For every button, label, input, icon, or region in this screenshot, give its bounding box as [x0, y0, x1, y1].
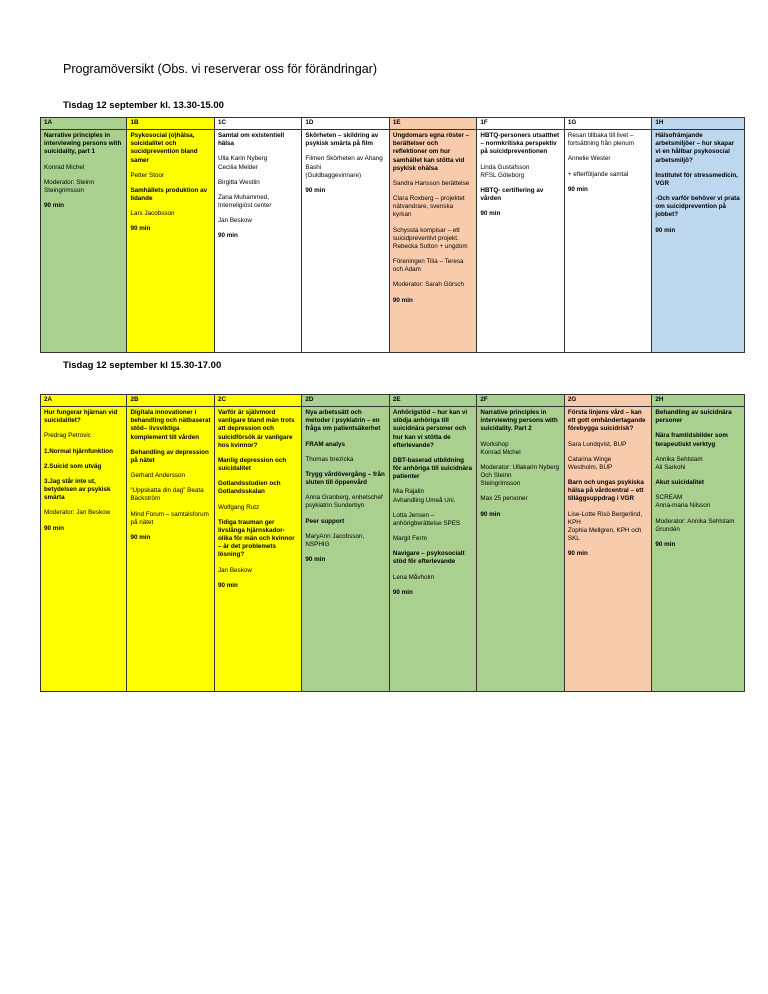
session1-table — [40, 117, 745, 353]
column-id-1e: 1E — [389, 118, 476, 130]
session1-heading: Tisdag 12 september kl. 13.30-15.00 — [63, 100, 224, 111]
session-item: Workshop Konrad Michel — [480, 440, 521, 456]
session-cell-2e — [389, 407, 476, 692]
column-id-2a: 2A — [41, 395, 127, 407]
session-item: Hälsofrämjande arbetsmiljöer – hur skapar vi en hållbar psykosocial arbetsmiljö? — [655, 132, 735, 164]
session-item: SCREAM Anna-maria Nilsson — [655, 494, 711, 510]
session-cell-1e — [389, 130, 476, 353]
session-item: Sara Lundqvist, BUP — [567, 440, 627, 448]
session-item: Gotlandsstudien och Gotlandsskalan — [217, 480, 281, 496]
column-id-1g: 1G — [564, 118, 651, 130]
session-item: Annelie Wester — [567, 155, 611, 163]
session-item: Moderator: Ullakarin Nyberg Och Steinn Steingrimsson — [480, 463, 560, 488]
session-item: Jan Beskow — [217, 566, 252, 574]
session-item: 90 min — [305, 556, 326, 564]
session-item: Mia Rajalin Avhandling Umeå Uni. — [392, 488, 456, 504]
session-item: Varför är självmord vanligare bland män trots att depression och suicidförsök är vanligare hos kvinnor? — [217, 409, 295, 449]
session-item: Moderator: Sarah Görsch — [392, 281, 464, 289]
session-item: Psykosocial (o)hälsa, suicidalitet och sucidprevention bland samer — [130, 132, 198, 164]
session-item: Lotta Jensen – anhörigberättelse SPES — [392, 511, 461, 527]
session-item: 90 min — [44, 524, 64, 532]
session-item: Catarina Winge Westholm, BUP — [567, 455, 613, 471]
session-item: Birgitta Westlin — [217, 178, 260, 186]
session-item: 90 min — [567, 185, 588, 193]
session-cell-2d — [302, 407, 389, 692]
session-item: Annika Sehlstam Ali Sarkohi — [655, 455, 703, 471]
session-item: Jan Beskow — [217, 217, 252, 225]
session-item: Navigare – psykosocialt stöd för efterlevande — [392, 550, 465, 566]
column-id-1b: 1B — [127, 118, 214, 130]
session-item: 90 min — [392, 588, 413, 596]
session-item: Mind Forum – samtalsforum på nätet — [130, 510, 209, 526]
session-item: Föreningen Tilia – Teresa och Adam — [392, 258, 464, 274]
session-item: 90 min — [567, 550, 588, 558]
session-item: Predrag Petrovic — [44, 432, 91, 440]
session-item: Margit Ferm — [392, 535, 427, 543]
session-cell-1f — [477, 130, 564, 353]
session-item: 90 min — [655, 540, 676, 548]
session-item: 90 min — [480, 510, 501, 518]
session-cell-2b — [127, 407, 214, 692]
session-item: 90 min — [480, 210, 501, 218]
session-cell-2c — [214, 407, 301, 692]
session-item: Filmen Skörheten av Ahang Bashi (Guldbaggevinnare) — [305, 155, 383, 179]
session-item: 90 min — [655, 226, 676, 234]
session-cell-1d — [302, 130, 389, 353]
session-item: Wolfgang Rutz — [217, 503, 260, 511]
session-item: Narrative principles in interviewing persons with suicidality, part 1 — [44, 132, 122, 156]
session-item: Behandling av depression på nätet — [130, 448, 209, 464]
session-item: 90 min — [217, 581, 238, 589]
session-item: Skörheten – skildring av psykisk smärta på film — [305, 132, 379, 148]
session-item: Hur fungerar hjärnan vid suicidalitet? — [44, 409, 118, 425]
session-item: Anna Granberg, enhetschef psykiatrin Sunderbyn — [305, 494, 383, 510]
session-item: 1.Normal hjärnfunktion — [44, 447, 113, 455]
session-cell-2f — [477, 407, 564, 692]
session-item: Lise-Lotte Risö Bergerlind, KPH Zophia Mellgren, KPH och SKL — [567, 510, 643, 543]
session-item: Behandling av suicidnära personer — [655, 409, 732, 425]
column-id-1f: 1F — [477, 118, 564, 130]
session-item: 90 min — [305, 186, 326, 194]
session-item: 3.Jag står inte ut, betydelsen av psykisk smärta — [44, 477, 111, 502]
session-item: Institutet för stressmedicin, VGR — [655, 171, 738, 187]
column-id-2g: 2G — [564, 395, 651, 407]
session-cell-2a — [41, 407, 127, 692]
session-item: DBT-baserad utbildning för anhöriga till suicidnära patienter — [392, 456, 472, 481]
session-item: MaryAnn Jacobsson, NSPHIG — [305, 532, 365, 548]
session-item: FRAM analys — [305, 440, 345, 448]
session-cell-1h — [652, 130, 745, 353]
column-id-1a: 1A — [41, 118, 127, 130]
column-id-1h: 1H — [652, 118, 745, 130]
session-item: Schyssta kompisar – ett suicidpreventivt projekt. Rebecka Sutton + ungdom — [392, 226, 468, 250]
column-id-1d: 1D — [302, 118, 389, 130]
session-item: Konrad Michel — [44, 163, 85, 171]
session-item: Clara Roxberg – projektet nätvandrare, svenska kyrkan — [392, 195, 465, 219]
session-item: Samhällets produktion av lidande — [130, 186, 208, 203]
session-item: Lena Måvholm — [392, 573, 435, 581]
session-item: Manlig depression och suicidalitet — [217, 456, 287, 473]
column-id-2d: 2D — [302, 395, 389, 407]
session-item: HBTQ-personers utsatthet – normkritiska perspektiv på suicidpreventionen — [480, 132, 560, 156]
session-item: Moderator: Annika Sehlstam Grundén — [655, 517, 735, 533]
column-id-2f: 2F — [477, 395, 564, 407]
session-item: 90 min — [130, 225, 151, 233]
session-item: Digitala innovationer i behandling och nätbaserat stöd– livsviktiga komplement till vården — [130, 409, 211, 441]
session-cell-1c — [214, 130, 301, 353]
session-item: Linda Gustafsson RFSL Göteborg — [480, 163, 530, 179]
session-cell-1a — [41, 130, 127, 353]
session-item: Akut suicidalitet — [655, 479, 704, 487]
session-cell-1b — [127, 130, 214, 353]
session-item: Thomas brezicka — [305, 455, 354, 463]
session-item: Resan tillbaka till livet – fortsättning från plenum — [567, 132, 635, 148]
session-item: 90 min — [44, 202, 64, 210]
session-item: Tidiga trauman ger livslånga hjärnskador-olika för män och kvinnor – är det problemets lösning? — [217, 518, 295, 559]
session-item: Moderator: Steinn Steingrimsson — [44, 178, 95, 194]
session-item: “Uppskatta din dag” Beata Bäckström — [130, 487, 204, 503]
session-item: Sandra Hansson berättelse — [392, 179, 470, 187]
session-cell-1g — [564, 130, 651, 353]
page-title: Programöversikt (Obs. vi reserverar oss för förändringar) — [63, 62, 377, 76]
session-item: Anhörigstöd – hur kan vi stödja anhöriga till suicidnära personer och hur kan vi stötta de efterlevande? — [392, 409, 468, 449]
session2-heading: Tisdag 12 september kl 15.30-17.00 — [63, 360, 222, 371]
session-item: Gerhard Andersson — [130, 472, 186, 480]
column-id-2h: 2H — [652, 395, 745, 407]
session-item: Samtal om existentiell hälsa — [217, 132, 285, 148]
session-item: HBTQ- certifiering av vården — [480, 186, 544, 203]
session-item: + efterföljande samtal — [567, 170, 629, 178]
column-id-1c: 1C — [214, 118, 301, 130]
column-id-2c: 2C — [214, 395, 301, 407]
session-cell-2h — [652, 407, 745, 692]
session-item: Lars Jacobsson — [130, 210, 175, 218]
session-item: Moderator: Jan Beskow — [44, 509, 111, 517]
column-id-2b: 2B — [127, 395, 214, 407]
session-item: Ulla Karin Nyberg Cecilia Melder — [217, 155, 268, 171]
session-item: 90 min — [130, 533, 151, 541]
session-cell-2g — [564, 407, 651, 692]
session-item: Ungdomars egna röster – berättelser och reflektioner om hur samhället kan stötta vid psykisk ohälsa — [392, 132, 470, 172]
session-item: -Och varför behöver vi prata om suicidprevention på jobbet? — [655, 195, 740, 219]
session2-table — [40, 394, 745, 692]
session-item: Nya arbetssätt och metoder i psykiatrin – en fråga om patientsäkerhet — [305, 409, 381, 433]
session-item: Trygg vårdövergång – från sluten till öppenvård — [305, 470, 385, 487]
session-item: Zana Muhammed, Interreligiöst center — [217, 193, 272, 210]
session-item: Barn och ungas psykiska hälsa på vårdcentral – ett tilläggsuppdrag i VGR — [567, 479, 644, 503]
session-item: Nära framtidsbilder som terapeutiskt verktyg — [655, 432, 728, 448]
session-item: 2.Suicid som utväg — [44, 462, 102, 470]
session-item: 90 min — [217, 232, 238, 240]
session-item: Peer support — [305, 517, 345, 525]
session-item: Max 25 personer — [480, 495, 528, 503]
session-item: Första linjens vård – kan ett gott omhändertagande förebygga suicidrisk? — [567, 409, 646, 433]
column-id-2e: 2E — [389, 395, 476, 407]
session-item: Narrative principles in interviewing persons with suicidality. Part 2 — [480, 409, 558, 433]
session-item: 90 min — [392, 296, 413, 304]
session-item: Petter Stoor — [130, 171, 165, 179]
